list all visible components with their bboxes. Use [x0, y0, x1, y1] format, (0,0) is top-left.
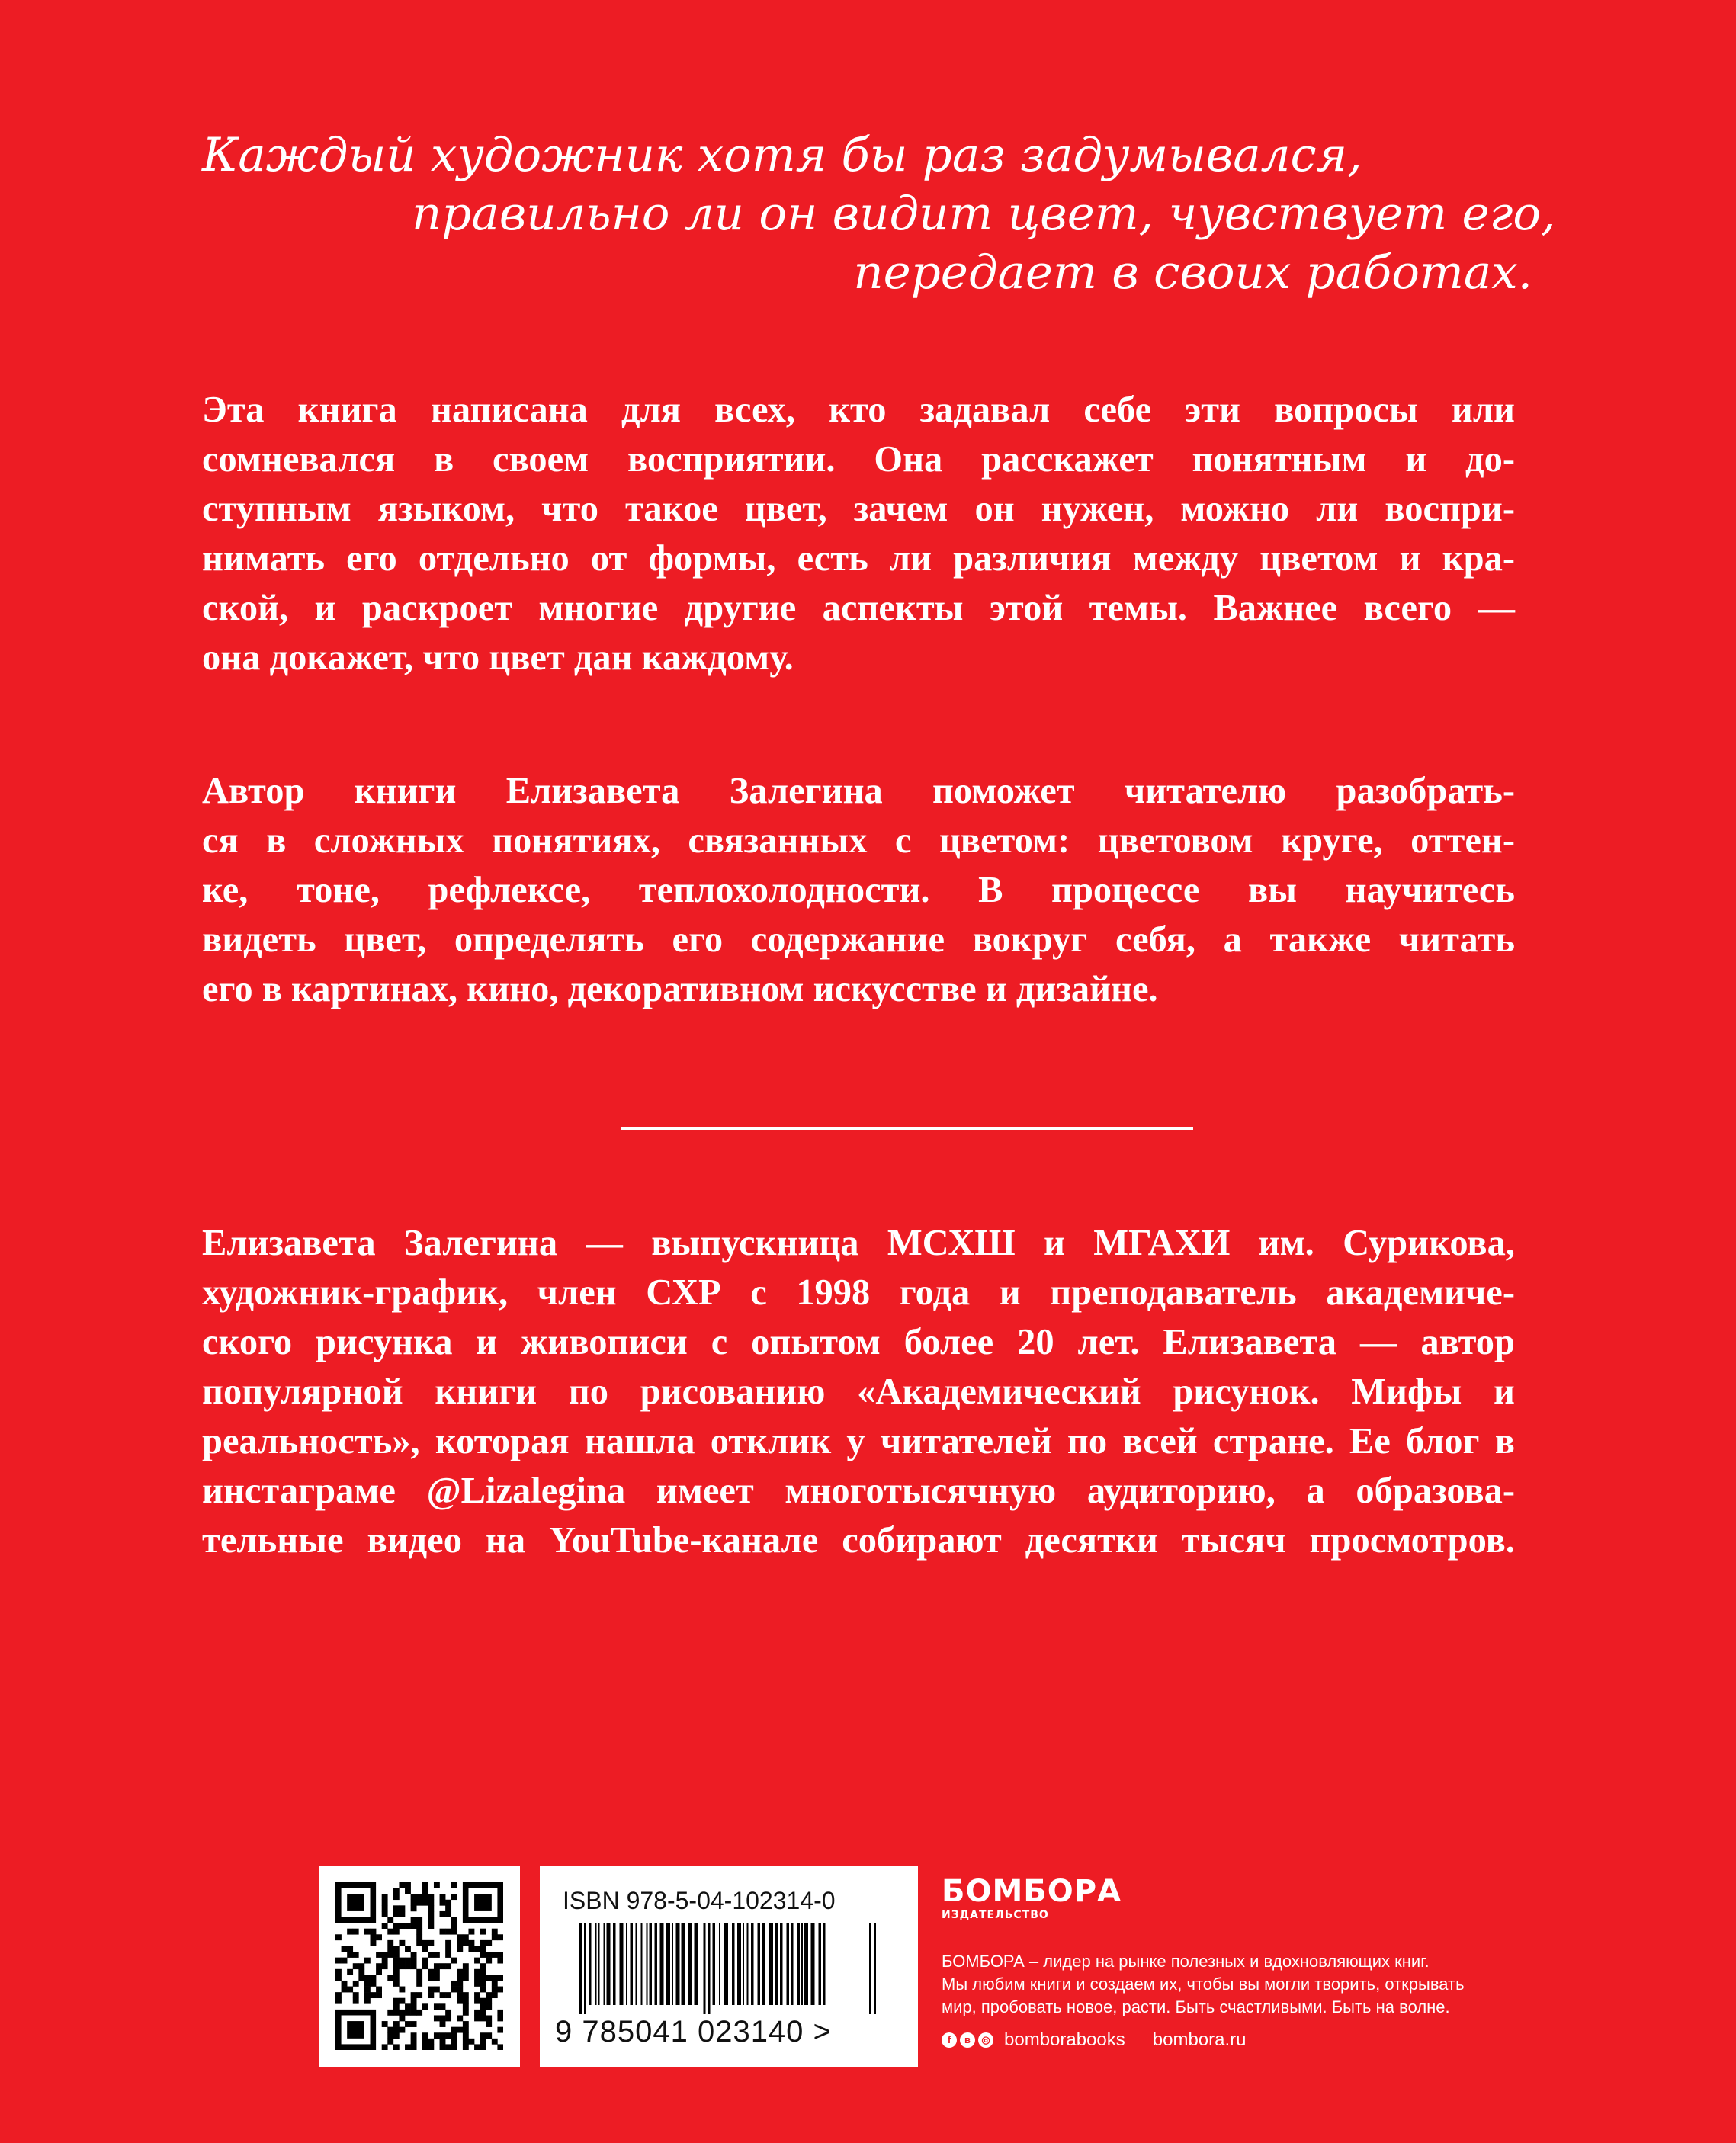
ean-digits: 9 785041 023140 >	[555, 2015, 832, 2048]
barcode-panel	[540, 1866, 918, 2067]
facebook-icon: f	[942, 2032, 957, 2048]
social-handle: bomborabooks	[1004, 2029, 1125, 2050]
epigraph-line: правильно ли он видит цвет, чувствует его,	[412, 187, 1556, 241]
paragraph-line: видеть цвет, определять его содержание вокруг себя, а также читать	[202, 919, 1515, 960]
author-intro-paragraph	[202, 766, 1515, 1014]
paragraph-line: сомневался в своем восприятии. Она расскажет понятным и до-	[202, 439, 1515, 480]
author-bio-paragraph	[202, 1218, 1515, 1565]
publisher-logo-subtitle: ИЗДАТЕЛЬСТВО	[942, 1909, 1049, 1921]
paragraph-line: Автор книги Елизавета Залегина поможет читателю разобрать-	[202, 771, 1515, 811]
paragraph-line: ке, тоне, рефлексе, теплохолодности. В процессе вы научитесь	[202, 870, 1515, 910]
paragraph-line: нимать его отдельно от формы, есть ли различия между цветом и кра-	[202, 538, 1515, 579]
epigraph-line: передает в своих работах.	[853, 245, 1532, 300]
paragraph-line: его в картинах, кино, декоративном искусстве и дизайне.	[202, 969, 1158, 1009]
paragraph-line: инстаграме @Lizalegina имеет многотысячную аудиторию, а образова-	[202, 1471, 1515, 1511]
description-paragraph	[202, 385, 1515, 682]
paragraph-line: Эта книга написана для всех, кто задавал себе эти вопросы или	[202, 390, 1515, 430]
paragraph-line: популярной книги по рисованию «Академический рисунок. Мифы и	[202, 1371, 1515, 1412]
epigraph-line: Каждый художник хотя бы раз задумывался,	[202, 128, 1362, 182]
paragraph-line: ся в сложных понятиях, связанных с цветом: цветовом круге, оттен-	[202, 820, 1515, 861]
paragraph-line: реальность», которая нашла отклик у читателей по всей стране. Ее блог в	[202, 1421, 1515, 1461]
isbn-label: ISBN 978-5-04-102314-0	[563, 1887, 836, 1914]
barcode-icon	[579, 1923, 878, 2014]
paragraph-line: художник-график, член СХР с 1998 года и преподаватель академиче-	[202, 1272, 1515, 1313]
publisher-blurb	[942, 1950, 1536, 2019]
paragraph-line: тельные видео на YouTube-канале собирают десятки тысяч просмотров.	[202, 1520, 1515, 1561]
blurb-line: мир, пробовать новое, расти. Быть счастливыми. Быть на волне.	[942, 1997, 1450, 2016]
paragraph-line: ского рисунка и живописи с опытом более 20 лет. Елизавета — автор	[202, 1322, 1515, 1362]
vk-icon: в	[960, 2032, 975, 2048]
divider	[621, 1127, 1193, 1130]
blurb-line: БОМБОРА – лидер на рынке полезных и вдохновляющих книг.	[942, 1952, 1430, 1971]
qr-code-icon	[335, 1882, 503, 2050]
epigraph	[202, 126, 1556, 302]
publisher-site: bombora.ru	[1152, 2029, 1247, 2050]
blurb-line: Мы любим книги и создаем их, чтобы вы могли творить, открывать	[942, 1975, 1465, 1994]
instagram-icon: ◎	[978, 2032, 993, 2048]
qr-code	[319, 1866, 520, 2067]
social-links	[942, 2029, 1536, 2051]
paragraph-line: Елизавета Залегина — выпускница МСХШ и МГАХИ им. Сурикова,	[202, 1223, 1515, 1263]
publisher-logo: БОМБОРА	[942, 1874, 1122, 1909]
paragraph-line: она докажет, что цвет дан каждому.	[202, 637, 794, 678]
publisher-block	[942, 1875, 1536, 2051]
paragraph-line: ступным языком, что такое цвет, зачем он нужен, можно ли воспри-	[202, 489, 1515, 529]
paragraph-line: ской, и раскроет многие другие аспекты этой темы. Важнее всего —	[202, 588, 1515, 628]
